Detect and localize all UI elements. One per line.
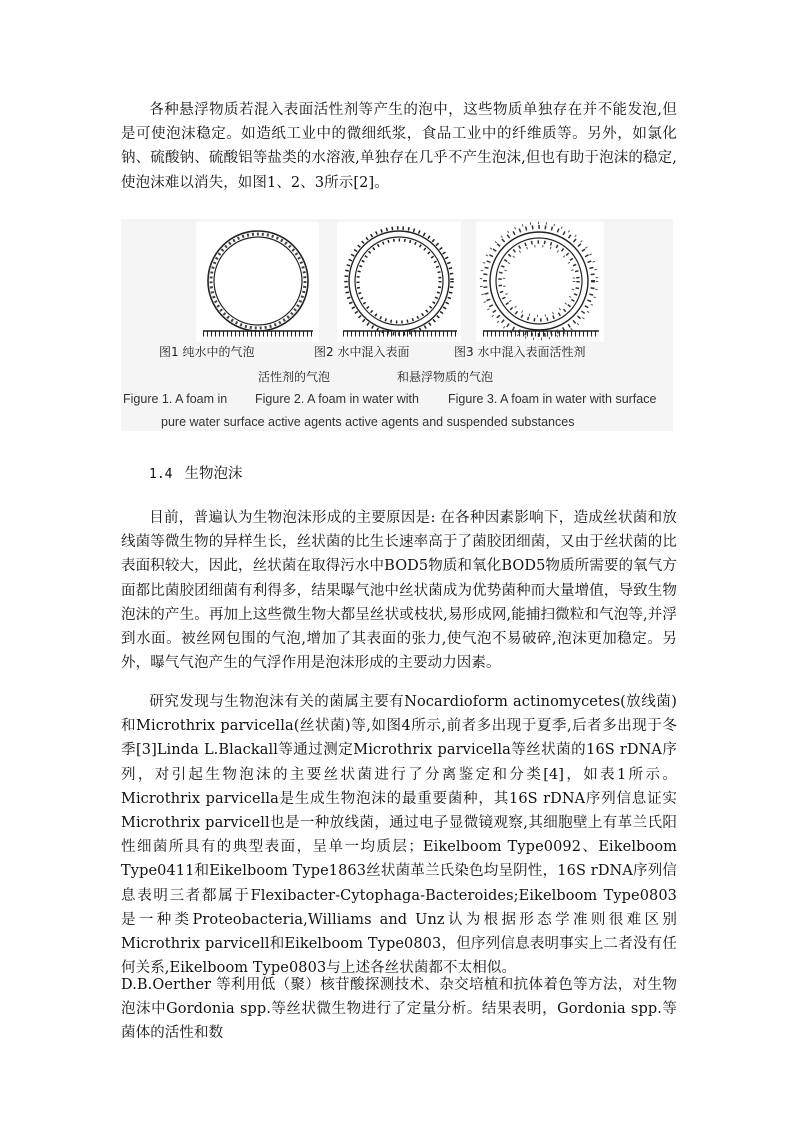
caption-fig2-en: Figure 2. A foam in water with	[255, 392, 419, 406]
section-heading	[149, 462, 242, 483]
paragraph-text: 各种悬浮物质若混入表面活性剂等产生的泡中，这些物质单独存在并不能发泡,但是可使泡沫稳定。如造纸工业中的微细纸浆，食品工业中的纤维质等。另外，如氯化钠、硫酸钠、硫酸铝等盐类的水溶液,单独存在几乎不产生泡沫,但也有助于泡沫的稳定,使泡沫难以消失，如图1、2、3所示[2]。	[121, 102, 677, 191]
caption-fig1-zh: 图1 纯水中的气泡	[159, 345, 255, 359]
caption-fig3-zh-line1: 图3 水中混入表面活性剂	[454, 345, 586, 359]
section-number: 1.4	[149, 467, 173, 482]
section-title: 生物泡沫	[184, 466, 243, 482]
paragraph-text: 研究发现与生物泡沫有关的菌属主要有Nocardioform actinomycetes(放线菌)和Microthrix parvicella(丝状菌)等,如图4所示,前者多出现于夏季,后者多出现于冬季[3]Linda L.Blackall等通过测定Microthrix parvicella等丝状菌的16S rDNA序列，对引起生物泡沫的主要丝状菌进行了分离鉴定和分类[4]，如表1所示。 Microthrix parvicella是生成生物泡沫的最重要菌种，其16S rDNA序列信息证实Microthrix parvicell也是一种放线菌，通过电子显微镜观察,其细胞壁上有革兰氏阳性细菌所具有的典型表面，呈单一均质层；Eikelboom Type0092、Eikelboom Type0411和Eikelboom Type1863丝状菌革兰氏染色均呈阴性，16S rDNA序列信息表明三者都属于Flexibacter-Cytophaga-Bacteroides;Eikelboom Type0803是一种类Proteobacteria,Williams and Unz认为根据形态学准则很难区别Microthrix parvicell和Eikelboom Type0803，但序列信息表明事实上二者没有任何关系,Eikelboom Type0803与上述各丝状菌都不太相似。	[121, 694, 677, 977]
figure-bubbles	[121, 219, 673, 431]
paragraph-bacteria-research	[121, 690, 677, 980]
caption-en-line2: pure water surface active agents active agents and suspended substances	[161, 415, 575, 429]
caption-fig3-zh-line2: 和悬浮物质的气泡	[397, 370, 494, 384]
paragraph-gordonia-analysis	[121, 973, 677, 1046]
paragraph-text: D.B.Oerther 等利用低（聚）核苷酸探测技术、杂交培植和抗体着色等方法，对生物泡沫中Gordonia spp.等丝状微生物进行了定量分析。结果表明，Gordonia spp.等菌体的活性和数	[121, 977, 677, 1042]
paragraph-text: 目前，普遍认为生物泡沫形成的主要原因是: 在各种因素影响下，造成丝状菌和放线菌等微生物的异样生长，丝状菌的比生长速率高于了菌胶团细菌，又由于丝状菌的比表面积较大，因此，丝状菌在取得污水中BOD5物质和氧化BOD5物质所需要的氧气方面都比菌胶团细菌有利得多，结果曝气池中丝状菌成为优势菌种而大量增值，导致生物泡沫的产生。再加上这些微生物大都呈丝状或枝状,易形成网,能捕扫微粒和气泡等,并浮到水面。被丝网包围的气泡,增加了其表面的张力,使气泡不易破碎,泡沫更加稳定。另外，曝气气泡产生的气浮作用是泡沫形成的主要动力因素。	[121, 510, 677, 672]
caption-fig2-zh-line1: 图2 水中混入表面	[314, 345, 410, 359]
caption-fig3-en: Figure 3. A foam in water with surface	[448, 392, 657, 406]
paragraph-foam-stability	[121, 98, 677, 195]
caption-fig2-zh-line2: 活性剂的气泡	[258, 370, 331, 384]
paragraph-biofoam-causes	[121, 506, 677, 675]
caption-fig1-en: Figure 1. A foam in	[123, 392, 228, 406]
